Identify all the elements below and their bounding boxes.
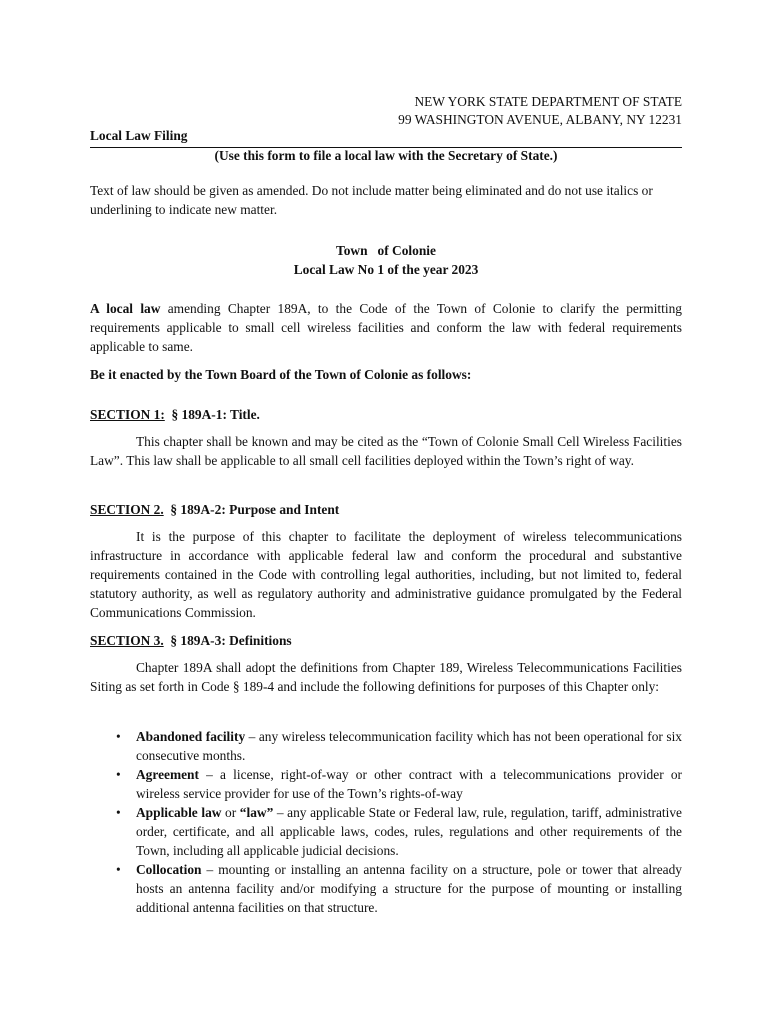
definitions-list <box>90 727 682 917</box>
agency-address-block <box>398 93 682 129</box>
bullet-icon: • <box>116 805 121 820</box>
section-heading <box>90 632 682 650</box>
list-item <box>90 803 682 860</box>
definition-term: Collocation <box>136 862 202 877</box>
definition-term-alt: “law” <box>239 805 274 820</box>
list-item <box>90 860 682 917</box>
law-intro-paragraph <box>90 299 682 356</box>
section-heading <box>90 406 682 424</box>
section-body: Chapter 189A shall adopt the definitions from Chapter 189, Wireless Telecommunications Facilities Siting as set forth in Code § 189-4 and include the following definitions for purposes of this Chapter only: <box>90 660 682 694</box>
agency-address: 99 WASHINGTON AVENUE, ALBANY, NY 12231 <box>398 112 682 127</box>
section-title: § 189A-1: Title. <box>171 407 260 422</box>
definition-term: Abandoned facility <box>136 729 246 744</box>
instructions-text: Text of law should be given as amended. Do not include matter being eliminated and do not use italics or underlining to indicate new matter. <box>90 183 653 217</box>
bullet-icon: • <box>116 767 121 782</box>
definition-text: or <box>221 805 240 820</box>
document-page <box>90 0 682 1024</box>
filing-title: Local Law Filing <box>90 128 188 143</box>
list-item <box>90 765 682 803</box>
definition-text: – a license, right-of-way or other contract with a telecommunications provider or wireless service provider for use of the Town’s rights-of-way <box>136 767 682 801</box>
section-title: § 189A-3: Definitions <box>170 633 292 648</box>
definition-term: Applicable law <box>136 805 222 820</box>
bullet-icon: • <box>116 862 121 877</box>
section-3 <box>90 632 682 696</box>
form-usage-note: (Use this form to file a local law with the Secretary of State.) <box>214 148 558 163</box>
agency-name: NEW YORK STATE DEPARTMENT OF STATE <box>414 94 682 109</box>
section-title: § 189A-2: Purpose and Intent <box>170 502 340 517</box>
section-body: It is the purpose of this chapter to facilitate the deployment of wireless telecommunications infrastructure in accordance with applicable federal law and conform the procedural and substantive requirements contained in the Code with controlling legal authorities, including, but not limited to, federal statutory authority, as well as regulatory authority and administrative guidance promulgated by the Federal Communications Commission. <box>90 529 682 620</box>
section-heading <box>90 501 682 519</box>
definition-text: – any wireless telecommunication facility which has not been operational for six consecutive months. <box>136 729 682 763</box>
intro-lead: A local law <box>90 301 161 316</box>
section-body: This chapter shall be known and may be cited as the “Town of Colonie Small Cell Wireless Facilities Law”. This law shall be applicable to all small cell facilities deployed within the Town’s right of way. <box>90 434 682 468</box>
bullet-icon: • <box>116 729 121 744</box>
filing-header-rule <box>90 127 682 148</box>
enactment-clause: Be it enacted by the Town Board of the Town of Colonie as follows: <box>90 367 472 382</box>
section-1 <box>90 406 682 470</box>
municipality-block <box>90 241 682 279</box>
definition-text: – any applicable State or Federal law, rule, regulation, tariff, administrative order, certificate, and all applicable laws, codes, rules, regulations and other requirements of the Town, including all applicable judicial decisions. <box>136 805 682 858</box>
section-2 <box>90 501 682 622</box>
section-number: SECTION 3. <box>90 633 164 648</box>
municipality-name: of Colonie <box>377 243 436 258</box>
section-number: SECTION 2. <box>90 502 164 517</box>
definition-term: Agreement <box>136 767 199 782</box>
list-item <box>90 727 682 765</box>
intro-text: amending Chapter 189A, to the Code of the Town of Colonie to clarify the permitting requirements applicable to small cell wireless facilities and conform the law with federal requirements applicable to same. <box>90 301 682 354</box>
section-number: SECTION 1: <box>90 407 165 422</box>
definition-text: – mounting or installing an antenna facility on a structure, pole or tower that already hosts an antenna facility and/or modifying a structure for the purpose of mounting or installing additional antenna facilities on that structure. <box>136 862 682 915</box>
local-law-number: Local Law No 1 of the year 2023 <box>293 262 479 277</box>
municipality-type: Town <box>336 243 368 258</box>
municipality-line <box>90 241 682 260</box>
